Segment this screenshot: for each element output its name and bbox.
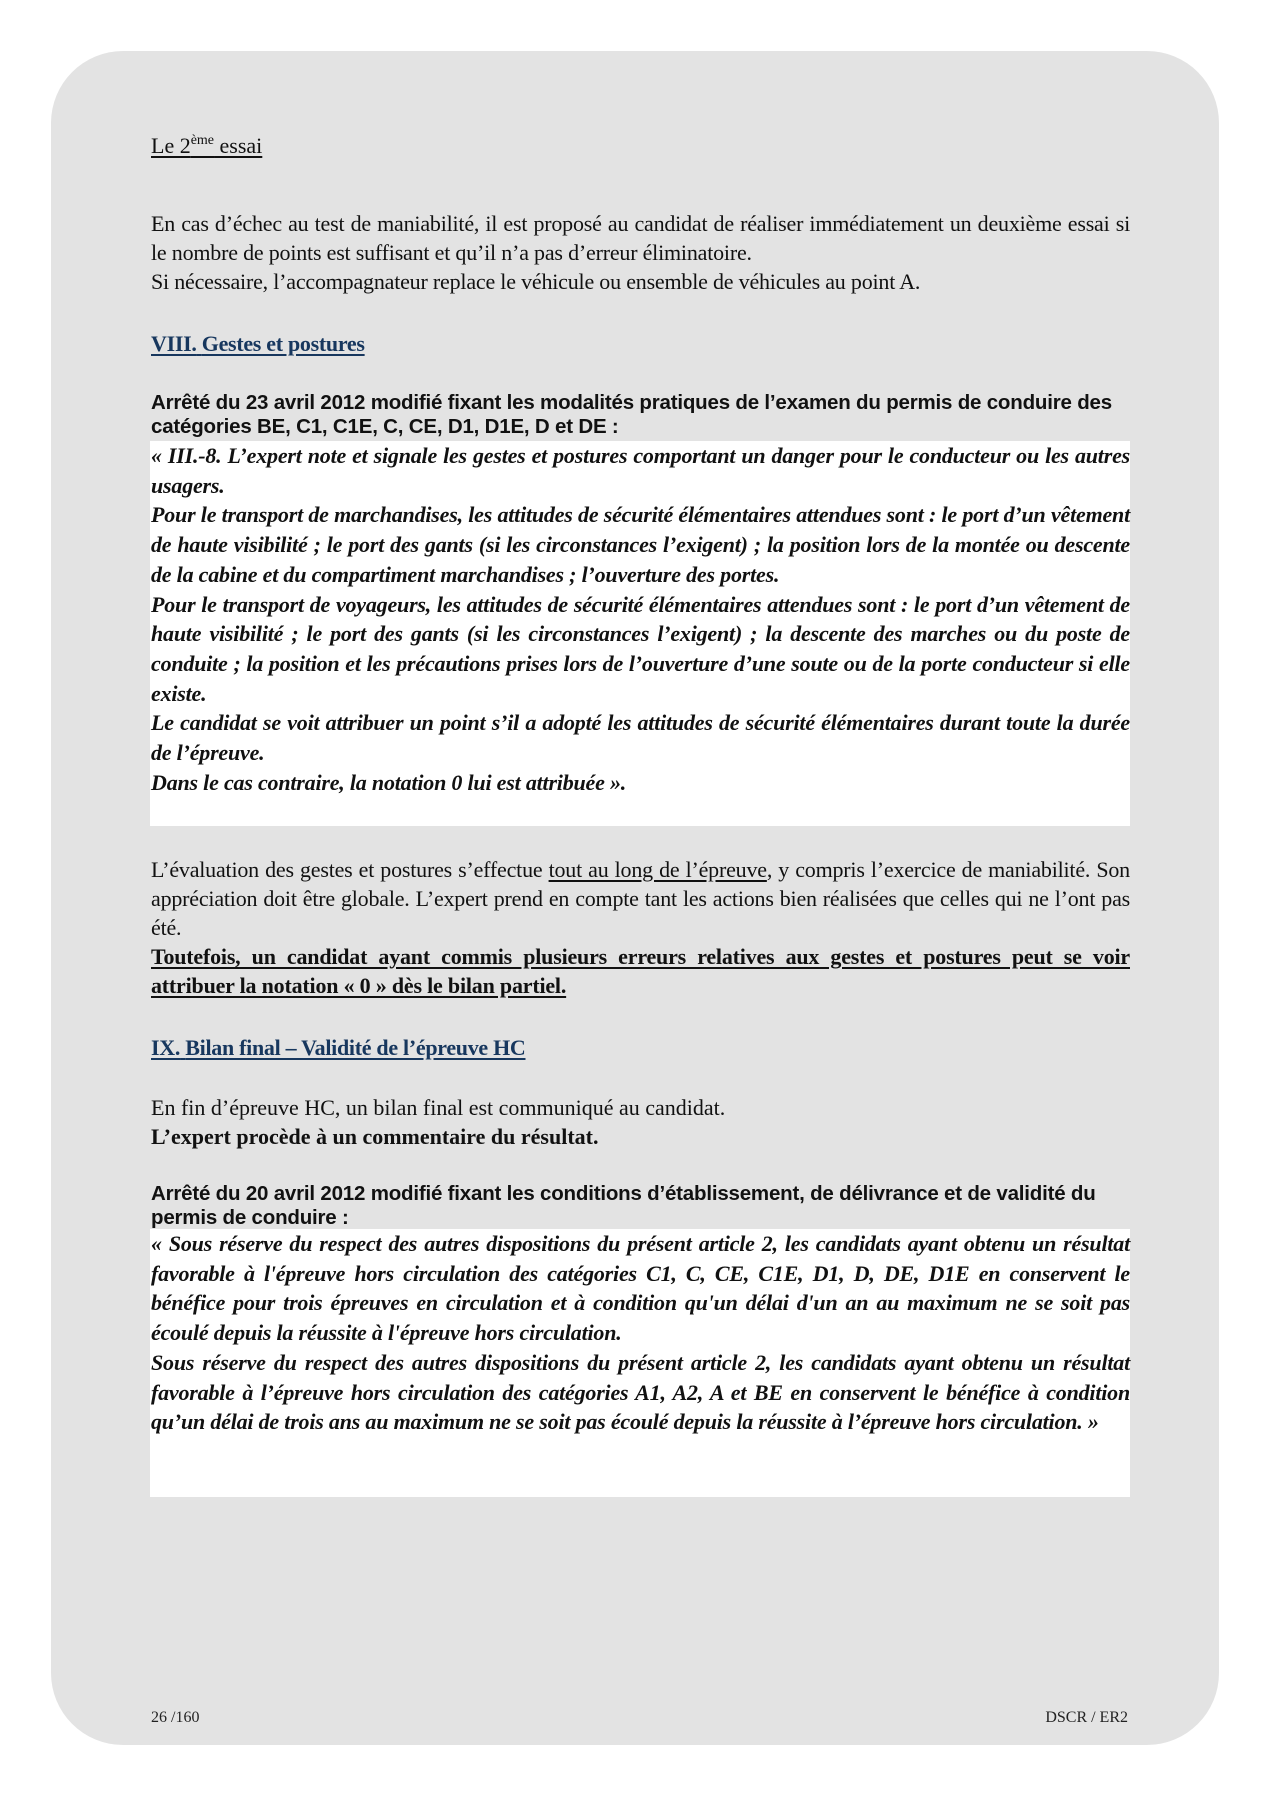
section-9-number: IX. [151,1035,181,1060]
document-reference: DSCR / ER2 [1045,1709,1128,1726]
quote-paragraph: Le candidat se voit attribuer un point s’il a adopté les attitudes de sécurité élémentaires durant toute la durée de l’épreuve. [151,710,1130,766]
quote-paragraph: Pour le transport de voyageurs, les attitudes de sécurité élémentaires attendues sont : le port d’un vêtement de haute visibilité ; le port des gants (si les circonstances l’exigent) ; la descente des marches ou du poste de conduite ; la position et les précautions prises lors de l’ouverture d’une soute ou de la porte conducteur si elle existe. [151,591,1130,706]
quote-paragraph: Dans le cas contraire, la notation 0 lui est attribuée ». [151,769,627,795]
section-9-arrete: Arrêté du 20 avril 2012 modifié fixant les conditions d’établissement, de délivrance et de validité du permis de conduire : [151,1182,1096,1229]
repositioning-text: Si nécessaire, l’accompagnateur replace le véhicule ou ensemble de véhicules au point A. [151,269,921,294]
subsection-prefix: Le 2 [151,133,191,158]
section-8-quote-box [150,441,1130,826]
second-try-text: En cas d’échec au test de maniabilité, il est proposé au candidat de réaliser immédiatement un deuxième essai si le nombre de points est suffisant et qu’il n’a pas d’erreur éliminatoire. [151,211,1130,265]
subsection-suffix: essai [214,133,263,158]
quote-paragraph: « III.-8. L’expert note et signale les gestes et postures comportant un danger pour le conducteur ou les autres usagers. [151,443,1130,498]
section-9-title: Bilan final – Validité de l’épreuve HC [185,1035,526,1060]
second-try-paragraph [151,209,1130,296]
quote-paragraph: « Sous réserve du respect des autres dispositions du présent article 2, les candidats ayant obtenu un résultat favorable à l'épreuve hors circulation des catégories C1, C, CE, C1E, D1, D, DE, D1E en conservent le bénéfice pour trois épreuves en circulation et à condition qu'un délai d'un an au maximum ne se soit pas écoulé depuis la réussite à l'épreuve hors circulation. [151,1231,1130,1346]
evaluation-emphasis: tout au long de l’épreuve [548,857,767,882]
section-8-number: VIII. [151,331,197,356]
subsection-title [151,131,1130,160]
section-8-arrete: Arrêté du 23 avril 2012 modifié fixant les modalités pratiques de l’examen du permis de conduire des catégories BE, C1, C1E, C, CE, D1, D1E, D et DE : [151,391,1112,438]
final-review-text: En fin d’épreuve HC, un bilan final est communiqué au candidat. [151,1095,726,1120]
section-8-title: Gestes et postures [201,331,365,356]
page-number: 26 /160 [151,1709,200,1726]
evaluation-text-start: L’évaluation des gestes et postures s’effectue [151,857,549,882]
evaluation-paragraph [151,855,1130,1000]
expert-comment-text: L’expert procède à un commentaire du résultat. [151,1124,599,1149]
quote-paragraph: Sous réserve du respect des autres dispositions du présent article 2, les candidats ayant obtenu un résultat favorable à l’épreuve hors circulation des catégories A1, A2, A et BE en conservent le bénéfice à condition qu’un délai de trois ans au maximum ne se soit pas écoulé depuis la réussite à l’épreuve hors circulation. » [151,1349,1130,1435]
section-8-heading [151,331,1130,357]
subsection-superscript: ème [190,133,215,148]
evaluation-text-end: , y compris l’exercice de maniabilité. Son appréciation doit être globale. L’expert prend en compte tant les actions bien réalisées que celles qui ne l’ont pas été. [151,857,1130,940]
section-9-quote-box [150,1229,1130,1497]
quote-paragraph: Pour le transport de marchandises, les attitudes de sécurité élémentaires attendues sont : le port d’un vêtement de haute visibilité ; le port des gants (si les circonstances l’exigent) ; la position lors de la montée ou descente de la cabine et du compartiment marchandises ; l’ouverture des portes. [151,502,1130,587]
section-9-heading [151,1035,1130,1061]
evaluation-warning: Toutefois, un candidat ayant commis plusieurs erreurs relatives aux gestes et postures peut se voir attribuer la notation « 0 » dès le bilan partiel. [151,944,1130,998]
